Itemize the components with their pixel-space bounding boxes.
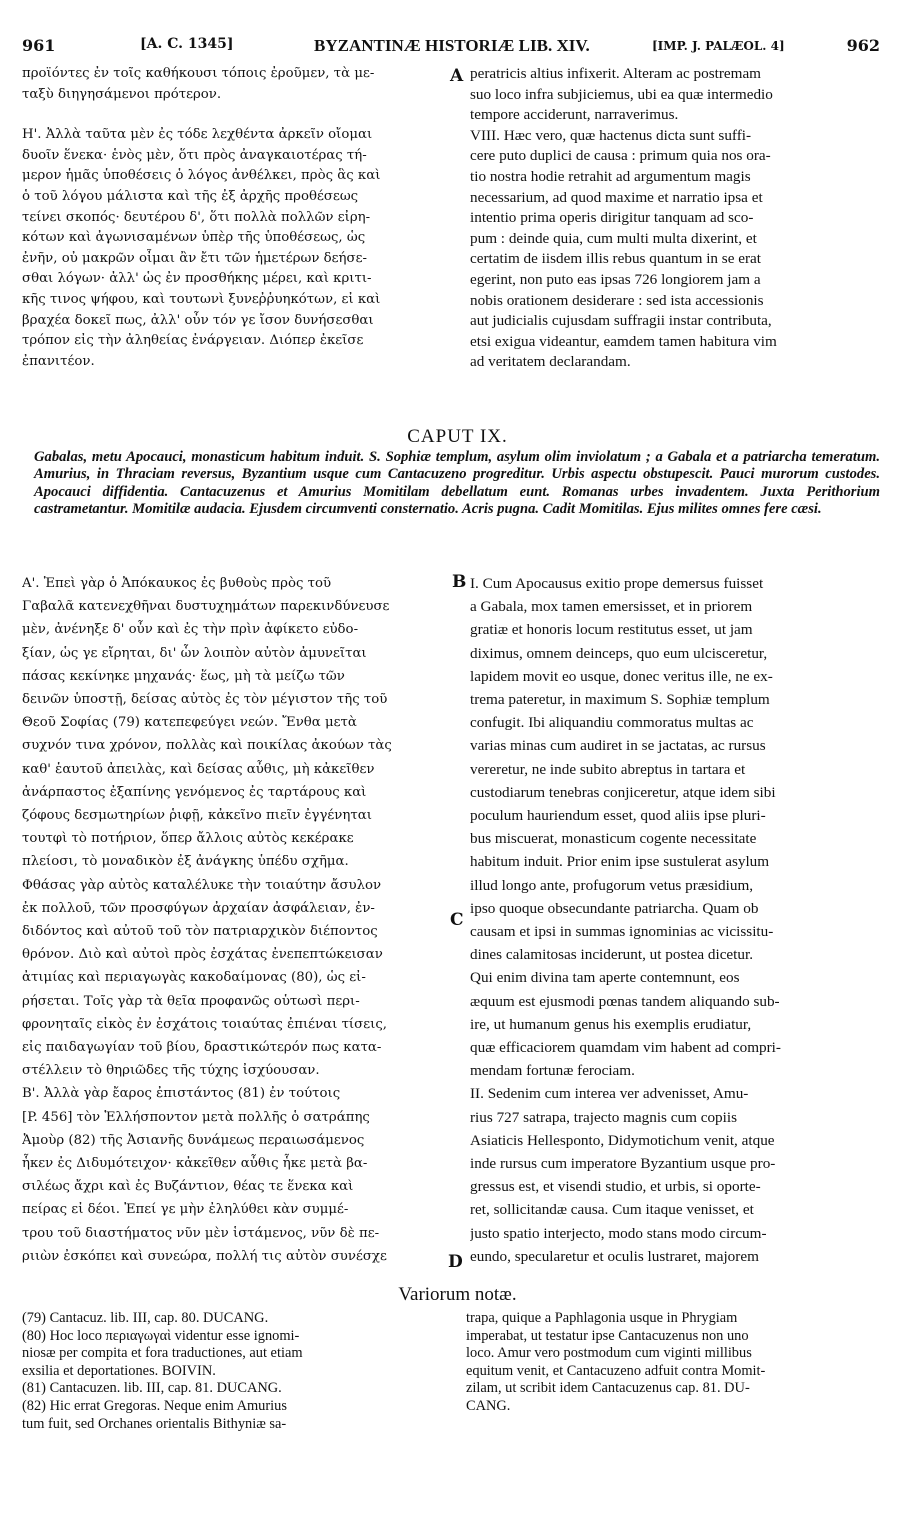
greek-line: σθαι λόγων· ἀλλ' ὡς ἐν προσθήκης μέρει, καὶ κριτι-	[22, 271, 372, 287]
greek-line: τουτφὶ τὸ ποτήριον, ὅπερ ἄλλοις αὐτὸς κεκέρακε	[22, 831, 354, 847]
greek-line: στέλλειν τὸ θηριῶδες τῆς τύχης ἰσχύουσαν.	[22, 1063, 320, 1079]
greek-line: ζόφους δεσμωτηρίων ῥιφῇ, κἀκεῖνο πιεῖν ἐγγένηται	[22, 808, 372, 824]
latin-line: rius 727 satrapa, trajecto magnis cum copiis	[470, 1108, 737, 1126]
latin-line: necessarium, ad quod maxime et narratio ipsa et	[470, 188, 763, 206]
greek-line: φρονηταῖς εἰκὸς ἐν ἐσχάτοις τοιαύτας ἐπιέναι τίσεις,	[22, 1016, 387, 1032]
header-title: BYZANTINÆ HISTORIÆ LIB. XIV.	[314, 36, 590, 55]
margin-letter-d: D	[448, 1252, 463, 1272]
greek-line: τρόπον εἰς τὴν ἀληθείας ἐνάργειαν. Διόπερ ἐκεῖσε	[22, 333, 364, 349]
greek-line: Ἀμοὺρ (82) τῆς Ἀσιανῆς δυνάμεως περαιωσάμενος	[22, 1132, 365, 1148]
latin-line: suo loco infra subjiciemus, ubi ea quæ intermedio	[470, 85, 773, 103]
latin-line: gratiæ et honoris locum restitutus esset, ut jam	[470, 621, 753, 639]
latin-line: ire, ut humanum genus his exemplis erudiatur,	[470, 1015, 752, 1033]
note-line: CANG.	[466, 1397, 511, 1414]
greek-line: ρήσεται. Τοῖς γὰρ τὰ θεῖα προφανῶς οὑτωσὶ περι-	[22, 993, 360, 1009]
greek-line: ὁ τοῦ λόγου μάλιστα καὶ τῆς ἐξ ἀρχῆς προθέσεως	[22, 188, 359, 204]
greek-line: ἐκ πολλοῦ, τῶν προσφύγων ἀρχαίαν ἀσφάλειαν, ἐν-	[22, 900, 375, 916]
latin-line: trema pateretur, in maximum S. Sophiæ templum	[470, 691, 770, 709]
latin-column-main	[470, 572, 880, 1268]
page-number-left: 961	[22, 36, 56, 55]
greek-line: κότων καὶ ἀγωνισαμένων ὑπὲρ τῆς ὑποθέσεως, ὡς	[22, 230, 366, 246]
greek-line: Θεοῦ Σοφίας (79) κατεπεφεύγει νεών. Ἔνθα μετὰ	[22, 715, 357, 731]
latin-line: vereretur, ne inde subito abreptus in tartara et	[470, 760, 746, 778]
note-line: (81) Cantacuzen. lib. III, cap. 81. DUCANG.	[22, 1380, 282, 1397]
latin-line: etsi exigua videantur, eamdem tamen habitura vim	[470, 332, 777, 350]
latin-line: ipso quoque obsecundante patriarcha. Quam ob	[470, 899, 759, 917]
latin-column-top	[470, 64, 880, 373]
greek-line: Γαβαλᾶ κατενεχθῆναι δυστυχημάτων παρεκινδύνευσε	[22, 599, 390, 615]
notes-right	[466, 1310, 880, 1416]
greek-line: σιλέως ἄχρι καὶ ἐς Βυζάντιον, θέας τε ἕνεκα καὶ	[22, 1179, 354, 1195]
latin-line: justo spatio interjecto, modo stans modo circum-	[470, 1224, 767, 1242]
greek-line: ἐπανιτέον.	[22, 353, 95, 369]
latin-line: VIII. Hæc vero, quæ hactenus dicta sunt suffi-	[470, 126, 752, 144]
greek-line: δεινῶν ὑποστῇ, δείσας αὐτὸς ἐς τὸν μέγιστον τῆς τοῦ	[22, 692, 388, 708]
greek-line: Η'. Ἀλλὰ ταῦτα μὲν ἐς τόδε λεχθέντα ἀρκεῖν οἴομαι	[22, 127, 373, 143]
latin-line: æquum est ejusmodi pœnas tandem aliquando sub-	[470, 992, 780, 1010]
greek-line: θρόνον. Διὸ καὶ αὐτοὶ πρὸς ἐσχάτας ἐνεπεπτώκεισαν	[22, 947, 383, 963]
latin-line: II. Sedenim cum interea ver advenisset, Amu-	[470, 1085, 749, 1103]
greek-line: κῆς τινος ψήφου, καὶ τουτωνὶ ξυνεῤῥυηκότων, εἰ καὶ	[22, 291, 381, 307]
latin-line: gressus est, et visendi studio, et urbis, si oporte-	[470, 1178, 761, 1196]
greek-line: εἰς παιδαγωγίαν τοῦ βίου, δραστικώτερόν πως κατα-	[22, 1040, 382, 1056]
notes-heading: Variorum notæ.	[398, 1284, 517, 1305]
latin-line: nobis orationem desiderare : sed ista accessionis	[470, 291, 764, 309]
header-emperor: [IMP. J. PALÆOL. 4]	[652, 39, 785, 53]
greek-line: ἧκεν ἐς Διδυμότειχον· κἀκεῖθεν αὖθις ἧκε μετὰ βα-	[22, 1156, 368, 1172]
greek-line: ξίαν, ὡς γε εἴρηται, δι' ὧν λοιπὸν αὐτὸν ἀμυνεῖται	[22, 645, 367, 661]
latin-line: poculum hauriendum esset, quod aliis ipse pluri-	[470, 807, 766, 825]
greek-line: πλείοσι, τὸ μοναδικὸν ἐξ ἀνάγκης ὑπέδυ σχῆμα.	[22, 854, 349, 870]
greek-line: Β'. Ἀλλὰ γὰρ ἔαρος ἐπιστάντος (81) ἐν τούτοις	[22, 1086, 341, 1102]
latin-line: I. Cum Apocausus exitio prope demersus fuisset	[470, 575, 764, 592]
note-line: imperabat, ut testatur ipse Cantacuzenus non uno	[466, 1327, 749, 1344]
latin-line: varias minas cum audiret in se jactatas, ac rursus	[470, 737, 766, 755]
latin-line: pum : deinde quia, cum multi multa dixerint, et	[470, 229, 757, 247]
latin-line: peratricis altius infixerit. Alteram ac postremam	[470, 65, 761, 82]
note-line: (80) Hoc loco περιαγωγαὶ videntur esse ignomi-	[22, 1327, 300, 1344]
margin-letter-c: C	[450, 910, 464, 930]
page-number-right: 962	[846, 36, 880, 55]
latin-line: bus miscuerat, monasticum cogente necessitate	[470, 830, 757, 848]
margin-letter-a: A	[450, 66, 464, 86]
note-line: (79) Cantacuz. lib. III, cap. 80. DUCANG.	[22, 1310, 269, 1326]
latin-line: causam et ipsi in summas ignominias ac vicissitu-	[470, 923, 774, 941]
greek-line: Φθάσας γὰρ αὐτὸς καταλέλυκε τὴν τοιαύτην ἄσυλον	[22, 877, 382, 893]
greek-line: ἀνάρπαστος ἐξαπίνης γενόμενος ἐς ταρτάρους καὶ	[22, 784, 367, 800]
greek-line: δυοῖν ἕνεκα· ἑνὸς μὲν, ὅτι πρὸς ἀναγκαιοτέρας τή-	[22, 147, 367, 163]
running-header	[22, 36, 880, 60]
greek-line: τείνει σκοπός· δευτέρου δ', ὅτι πολλὰ πολλῶν εἰρη-	[22, 209, 371, 225]
greek-column-main	[22, 572, 448, 1268]
greek-line: διδόντος καὶ αὐτοῦ τοῦ τὸν πατριαρχικὸν διέποντος	[22, 924, 378, 940]
greek-line: τρου τοῦ διαστήματος νῦν μὲν ἱστάμενος, νῦν δὲ πε-	[22, 1225, 380, 1241]
chapter-heading: CAPUT IX.	[407, 426, 508, 447]
latin-line: habitum induit. Prior enim ipse sustulerat asylum	[470, 853, 770, 871]
latin-line: diximus, omnem deinceps, quo eum ulcisceretur,	[470, 644, 768, 662]
latin-line: Qui enim divina tam aperte contemnunt, eos	[470, 969, 740, 987]
latin-line: lapidem movit eo usque, donec veritus ille, ne ex-	[470, 667, 773, 685]
header-year: [A. C. 1345]	[140, 36, 234, 52]
greek-line: Α'. Ἐπεὶ γὰρ ὁ Ἀπόκαυκος ἐς βυθοὺς πρὸς τοῦ	[22, 576, 332, 591]
latin-line: custodiarum tenebras conjiceretur, atque idem sibi	[470, 783, 776, 801]
note-line: (82) Hic errat Gregoras. Neque enim Amurius	[22, 1397, 287, 1414]
latin-line: tempore acciderunt, narraverimus.	[470, 106, 679, 124]
note-line: trapa, quique a Paphlagonia usque in Phrygiam	[466, 1310, 738, 1326]
latin-line: cere puto duplici de causa : primum quia nos ora-	[470, 147, 771, 165]
latin-line: quæ efficaciorem quamdam vim habent ad compri-	[470, 1039, 781, 1057]
note-line: exsilia et deportationes. BOIVIN.	[22, 1362, 216, 1379]
note-line: loco. Amur vero postmodum cum viginti millibus	[466, 1345, 752, 1362]
latin-line: mendam fortunæ ferociam.	[470, 1062, 635, 1080]
greek-line: μὲν, ἀνένηξε δ' οὖν καὶ ἐς τὴν πρὶν ἀφίκετο εὐδο-	[22, 622, 359, 638]
greek-line: ταξὺ διηγησάμενοι πρότερον.	[22, 86, 222, 102]
greek-column-top	[22, 64, 448, 372]
greek-line: ἐνῆν, οὐ μακρῶν οἶμαι ἂν ἔτι τῶν ἡμετέρων δεήσε-	[22, 250, 367, 266]
greek-line: βραχέα δοκεῖ πως, ἀλλ' οὖν τόν γε ἴσον δυνήσεσθαι	[22, 312, 374, 328]
latin-line: ad veritatem declarandam.	[470, 353, 631, 371]
greek-line: πείρας εἰ δέοι. Ἐπεί γε μὴν ἐληλύθει κὰν συμμέ-	[22, 1202, 349, 1218]
latin-line: intentio prima operis dirigitur tanquam ad sco-	[470, 209, 754, 227]
latin-line: a Gabala, mox tamen emersisset, et in priorem	[470, 598, 753, 616]
greek-line: πάσας κεκίνηκε μηχανάς· ἕως, μὴ τὰ μείζω τῶν	[22, 668, 345, 684]
note-line: zilam, ut scribit idem Cantacuzenus cap. 81. DU-	[466, 1380, 750, 1397]
latin-line: tio nostra hodie retrahit ad argumentum magis	[470, 167, 751, 185]
greek-line	[22, 105, 448, 125]
greek-line: ἀτιμίας καὶ περιαγωγὰς κακοδαίμονας (80), ὡς εἰ-	[22, 970, 366, 986]
greek-line: προϊόντες ἐν τοῖς καθήκουσι τόποις ἐροῦμεν, τὰ με-	[22, 66, 375, 81]
chapter-summary: Gabalas, metu Apocauci, monasticum habitum induit. S. Sophiæ templum, asylum olim inviolatum ; a Gabala et a patriarcha temeratum. Amurius, in Thraciam reversus, Byzantium usque cum Cantacuzeno progreditur. Urbis aspectu obstupescit. Pauci murorum custodes. Apocauci diffidentia. Cantacuzenus et Amurius Momitilam debellatum eunt. Romanas urbes invadentem. Juxta Perithorium castrametantur. Momitilæ audacia. Ejusdem circumventi consternatio. Acris pugna. Cadit Momitilas. Ejus milites omnes fere cæsi.	[34, 449, 880, 518]
latin-line: ret, sollicitandæ causa. Cum itaque venisset, et	[470, 1201, 754, 1219]
latin-line: inde rursus cum imperatore Byzantium usque pro-	[470, 1155, 776, 1173]
greek-line: [P. 456] τὸν Ἑλλήσποντον μετὰ πολλῆς ὁ σατράπης	[22, 1109, 370, 1125]
note-line: niosæ per compita et fora traductiones, aut etiam	[22, 1345, 303, 1362]
latin-line: dines calamitosas inciderunt, ut postea dicetur.	[470, 946, 753, 964]
latin-line: egerint, non puto eas ipsas 726 longiorem jam a	[470, 270, 761, 288]
margin-letter-b: B	[452, 572, 467, 592]
latin-line: eundo, specularetur et oculis lustraret, majorem	[470, 1247, 759, 1265]
latin-line: confugit. Ibi aliquandiu commoratus multas ac	[470, 714, 754, 732]
note-line: equitum venit, et Cantacuzeno adfuit contra Momit-	[466, 1362, 766, 1379]
greek-line: καθ' ἑαυτοῦ ἀπειλὰς, καὶ δείσας αὖθις, μὴ κἀκεῖθεν	[22, 761, 375, 777]
latin-line: Asiaticis Hellesponto, Didymotichum venit, atque	[470, 1131, 775, 1149]
latin-line: certatim de iisdem illis rebus quantum in se erat	[470, 250, 762, 268]
greek-line: ριιὼν ἐσκόπει καὶ συνεώρα, πολλή τις αὐτὸν συνέσχε	[22, 1248, 387, 1264]
notes-left	[22, 1310, 452, 1433]
latin-line: illud longo ante, profugorum vetus præsidium,	[470, 876, 754, 894]
latin-line: aut judicialis cujusdam suffragii instar contributa,	[470, 312, 772, 330]
note-line: tum fuit, sed Orchanes orientalis Bithyniæ sa-	[22, 1415, 287, 1432]
greek-line: μερον ἡμᾶς ὑποθέσεις ὁ λόγος ἀνθέλκει, πρὸς ἃς καὶ	[22, 168, 381, 184]
greek-line: συχνόν τινα χρόνον, πολλὰς καὶ ποικίλας ἀκούων τὰς	[22, 738, 392, 754]
